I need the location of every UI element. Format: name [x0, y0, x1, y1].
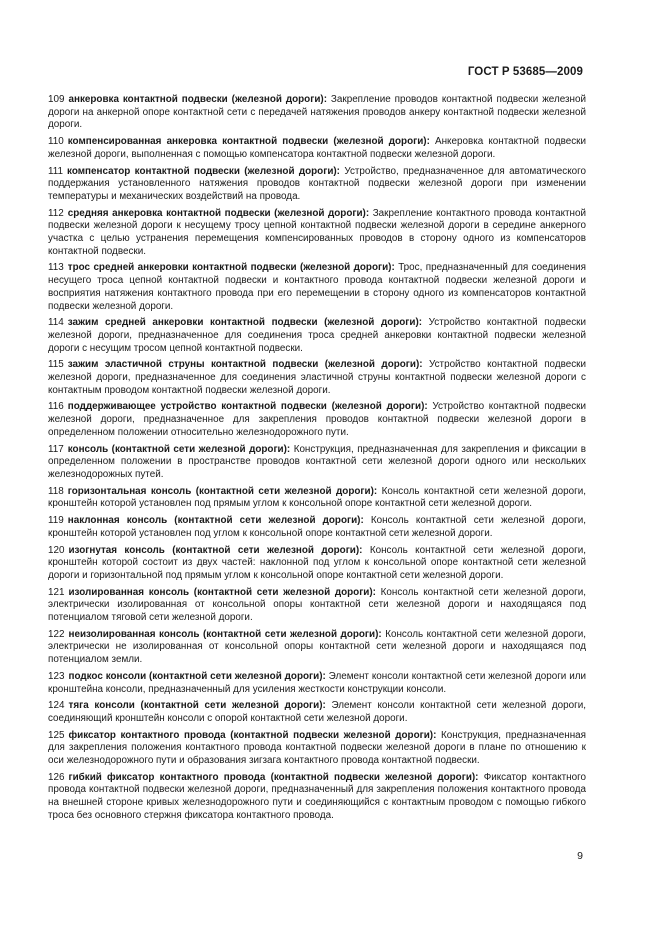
term-title: трос средней анкеровки контактной подвески (железной дороги):	[67, 262, 395, 274]
term-title: зажим эластичной струны контактной подвески (железной дороги):	[67, 359, 423, 371]
term-title: горизонтальная консоль (контактной сети железной дороги):	[67, 485, 378, 497]
term-entry	[48, 94, 586, 132]
term-entry	[48, 444, 586, 482]
term-definition: Трос, предназначенный для соединения несущего троса цепной контактной подвески и контактного провода контактной подвески железной дороги и восприятия натяжения контактного провода при его перемещении в сторону одного из компенсаторов контактной подвески железной дороги.	[48, 262, 586, 312]
term-entry	[48, 671, 586, 696]
term-number: 110	[48, 136, 64, 148]
term-title: анкеровка контактной подвески (железной дороги):	[68, 94, 327, 105]
term-entry	[48, 317, 586, 355]
term-entry	[48, 587, 586, 625]
term-definition: Закрепление контактного провода контактной подвески железной дороги к несущему тросу цепной контактной подвески железной дороги в середине анкерного участка с целью устранения перемещения компенсированных проводов в сторону одного из компенсаторов контактной подвески.	[48, 207, 586, 257]
term-entry	[48, 208, 586, 259]
term-definition: Элемент консоли контактной сети железной дороги, соединяющий кронштейн консоли с опорой контактной сети железной дороги.	[48, 700, 587, 724]
term-number: 125	[48, 729, 65, 741]
term-entry	[48, 515, 586, 540]
term-entry	[48, 359, 586, 397]
term-title: поддерживающее устройство контактной подвески (железной дороги):	[67, 401, 428, 413]
term-entry	[48, 486, 586, 511]
term-number: 124	[48, 700, 65, 712]
term-entry	[48, 545, 586, 583]
term-title: фиксатор контактного провода (контактной подвески железной дороги):	[68, 729, 437, 741]
term-title: неизолированная консоль (контактной сети железной дороги):	[68, 628, 382, 640]
term-definition: Устройство, предназначенное для автоматического поддержания установленного натяжения проводов контактной подвески железной дороги при изменении температуры и механических воздействий на провода.	[48, 165, 586, 202]
term-number: 117	[48, 443, 64, 455]
term-number: 111	[48, 165, 64, 177]
term-entry	[48, 629, 586, 667]
term-number: 126	[48, 771, 65, 783]
term-entry	[48, 401, 586, 439]
term-number: 119	[48, 515, 64, 527]
term-definition: Консоль контактной сети железной дороги, электрически не изолированная от консольной опоры контактной сети железной дороги и находящаяся под потенциалом земли.	[48, 628, 586, 666]
term-title: тяга консоли (контактной сети железной дороги):	[68, 700, 326, 712]
terms-list	[48, 94, 586, 827]
term-definition: Конструкция, предназначенная для закрепления положения контактного провода контактной подвески железной дороги в плане по отношению к оси железнодорожного пути и образования зигзага контактного провода контактной подвески.	[48, 729, 586, 767]
term-title: зажим средней анкеровки контактной подвески (железной дороги):	[67, 317, 423, 329]
term-title: изолированная консоль (контактной сети железной дороги):	[68, 586, 376, 598]
term-title: консоль (контактной сети железной дороги):	[67, 443, 291, 455]
term-definition: Закрепление проводов контактной подвески железной дороги на анкерной опоре контактной сети с передачей натяжения проводов анкеру контактной подвески железной дороги.	[48, 94, 586, 131]
term-title: компенсированная анкеровка контактной подвески (железной дороги):	[67, 136, 430, 148]
term-definition: Анкеровка контактной подвески железной дороги, выполненная с помощью компенсатора контактной подвески железной дороги.	[48, 136, 586, 160]
term-number: 122	[48, 628, 65, 640]
term-title: наклонная консоль (контактной сети железной дороги):	[67, 515, 364, 527]
term-entry	[48, 772, 586, 823]
term-number: 115	[48, 359, 64, 371]
term-number: 113	[48, 262, 64, 274]
term-entry	[48, 262, 586, 313]
term-definition: Устройство контактной подвески железной дороги, предназначенное для закрепления проводов контактной подвески железной дороги в определенном положении относительно железнодорожного пути.	[48, 401, 586, 438]
term-definition: Фиксатор контактного провода контактной подвески железной дороги, предназначенный для закрепления положения контактного провода на внешней стороне кривых железнодорожного пути и соединяющийся с контактным проводом с помощью гибкого троса без основного стержня фиксатора контактного провода.	[48, 771, 587, 821]
term-title: средняя анкеровка контактной подвески (железной дороги):	[67, 207, 370, 219]
term-number: 120	[48, 544, 65, 556]
term-number: 112	[48, 207, 64, 219]
term-entry	[48, 166, 586, 204]
term-number: 109	[48, 94, 65, 105]
term-entry	[48, 700, 586, 725]
term-definition: Консоль контактной сети железной дороги, кронштейн которой состоит из двух частей: наклонной под углом к консольной опоре контактной сети железной дороги и горизонтальной под прямым углом к консольной опоре контактной сети железной дороги.	[48, 544, 586, 581]
term-definition: Консоль контактной сети железной дороги, кронштейн которой установлен под прямым углом к консольной опоре контактной сети железной дороги.	[48, 485, 586, 510]
term-definition: Консоль контактной сети железной дороги, электрически изолированная от консольной опоры контактной сети железной дороги и находящаяся под потенциалом тяговой сети железной дороги.	[48, 586, 586, 624]
term-definition: Конструкция, предназначенная для закрепления и фиксации в определенном положении в пространстве проводов контактной сети железной дороги одного или нескольких железнодорожных путей.	[48, 443, 586, 480]
term-entry	[48, 730, 586, 768]
document-header: ГОСТ Р 53685—2009	[467, 66, 583, 78]
term-definition: Устройство контактной подвески железной дороги, предназначенное для соединения троса средней анкеровки контактной подвески железной дороги с несущим тросом цепной контактной подвески.	[48, 317, 586, 354]
term-title: подкос консоли (контактной сети железной дороги):	[68, 670, 326, 682]
term-number: 121	[48, 586, 65, 598]
term-title: гибкий фиксатор контактного провода (контактной подвески железной дороги):	[68, 771, 479, 783]
term-entry	[48, 136, 586, 161]
term-number: 114	[48, 317, 64, 329]
term-number: 116	[48, 401, 64, 413]
term-title: изогнутая консоль (контактной сети железной дороги):	[68, 544, 363, 556]
page-number: 9	[577, 850, 583, 862]
term-definition: Консоль контактной сети железной дороги, кронштейн которой установлен под углом к консольной опоре контактной сети железной дороги.	[48, 515, 587, 539]
term-definition: Устройство контактной подвески железной дороги, предназначенное для соединения эластичной струны контактной подвески железной дороги с контактным проводом контактной подвески железной дороги.	[48, 359, 586, 396]
term-definition: Элемент консоли контактной сети железной дороги или кронштейна консоли, предназначенный для усиления жесткости конструкции консоли.	[48, 670, 586, 695]
term-title: компенсатор контактной подвески (железной дороги):	[67, 165, 340, 177]
term-number: 123	[48, 670, 65, 682]
term-number: 118	[48, 485, 64, 497]
